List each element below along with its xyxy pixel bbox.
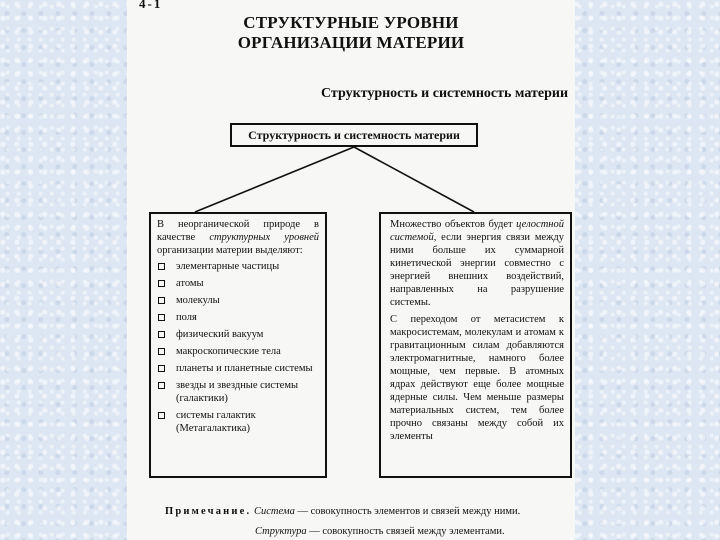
system-paragraph-2: С переходом от метасистем к макросистемам, молекулам и атомам к гравитационным силам добавляются электромагнитные, намного более мощные, чем первые. В атомных ядрах действуют еще более мощные ядерные силы. Чем меньше размеры материальных систем, тем более прочно связаны между собой их элементы: [390, 314, 564, 442]
list-item: [157, 409, 319, 435]
system-definition-box: [379, 212, 572, 478]
section-subtitle: Структурность и системность материи: [321, 86, 569, 101]
list-item-text: макроскопические тела: [176, 346, 281, 357]
system-paragraph-1: [390, 218, 564, 309]
footnote-def-structure: — совокупность связей между элементами.: [306, 526, 505, 537]
footnote-line-1: [165, 506, 520, 517]
system-p1-term: целостной системой: [390, 219, 564, 243]
document-page: [127, 0, 575, 540]
checkbox-bullet-icon: [158, 280, 165, 287]
checkbox-bullet-icon: [158, 314, 165, 321]
list-item: [157, 328, 319, 341]
footnote-term-structure: Структура: [255, 526, 307, 537]
connector-left: [195, 147, 354, 212]
list-item-text: физический вакуум: [176, 329, 264, 340]
checkbox-bullet-icon: [158, 297, 165, 304]
list-item: [157, 362, 319, 375]
list-item-text: поля: [176, 312, 197, 323]
diagram-root-box: Структурность и системность материи: [230, 123, 478, 147]
checkbox-bullet-icon: [158, 365, 165, 372]
footnote-term-system: Система: [254, 506, 295, 517]
footnote-label: Примечание.: [165, 506, 252, 517]
connector-right: [354, 147, 474, 212]
list-item-text: элементарные частицы: [176, 261, 280, 272]
footnote-line-2: [255, 526, 505, 537]
list-item: [157, 260, 319, 273]
list-item: [157, 311, 319, 324]
checkbox-bullet-icon: [158, 382, 165, 389]
list-item-text: планеты и планетные системы: [176, 363, 313, 374]
page-title-line-2: ОРГАНИЗАЦИИ МАТЕРИИ: [237, 33, 465, 52]
list-item-text: атомы: [176, 278, 204, 289]
levels-intro-part2: организации материи выделяют:: [157, 245, 303, 256]
levels-intro-term: структурных уровней: [209, 232, 319, 243]
system-p1-part2: , если энергия связи между ними больше их суммарной кинетической энергии совместно с энергией внешних воздействий, направленных на разрушение системы.: [390, 232, 564, 308]
list-item: [157, 379, 319, 405]
list-item-text: молекулы: [176, 295, 220, 306]
checkbox-bullet-icon: [158, 412, 165, 419]
checkbox-bullet-icon: [158, 348, 165, 355]
list-item: [157, 294, 319, 307]
levels-intro-part1: В неорганической природе в качестве: [157, 219, 319, 243]
corner-mark: 4-1: [139, 0, 163, 11]
system-p1-part1: Множество объектов будет: [390, 219, 517, 230]
structural-levels-box: [149, 212, 327, 478]
page-title-line-1: СТРУКТУРНЫЕ УРОВНИ: [243, 13, 459, 32]
checkbox-bullet-icon: [158, 263, 165, 270]
list-item: [157, 277, 319, 290]
list-item: [157, 345, 319, 358]
footnote-def-system: — совокупность элементов и связей между ними.: [294, 506, 521, 517]
checkbox-bullet-icon: [158, 331, 165, 338]
list-item-text: звезды и звездные системы (галактики): [176, 380, 299, 404]
levels-intro: [157, 218, 319, 257]
list-item-text: системы галактик (Метагалактика): [176, 410, 256, 434]
